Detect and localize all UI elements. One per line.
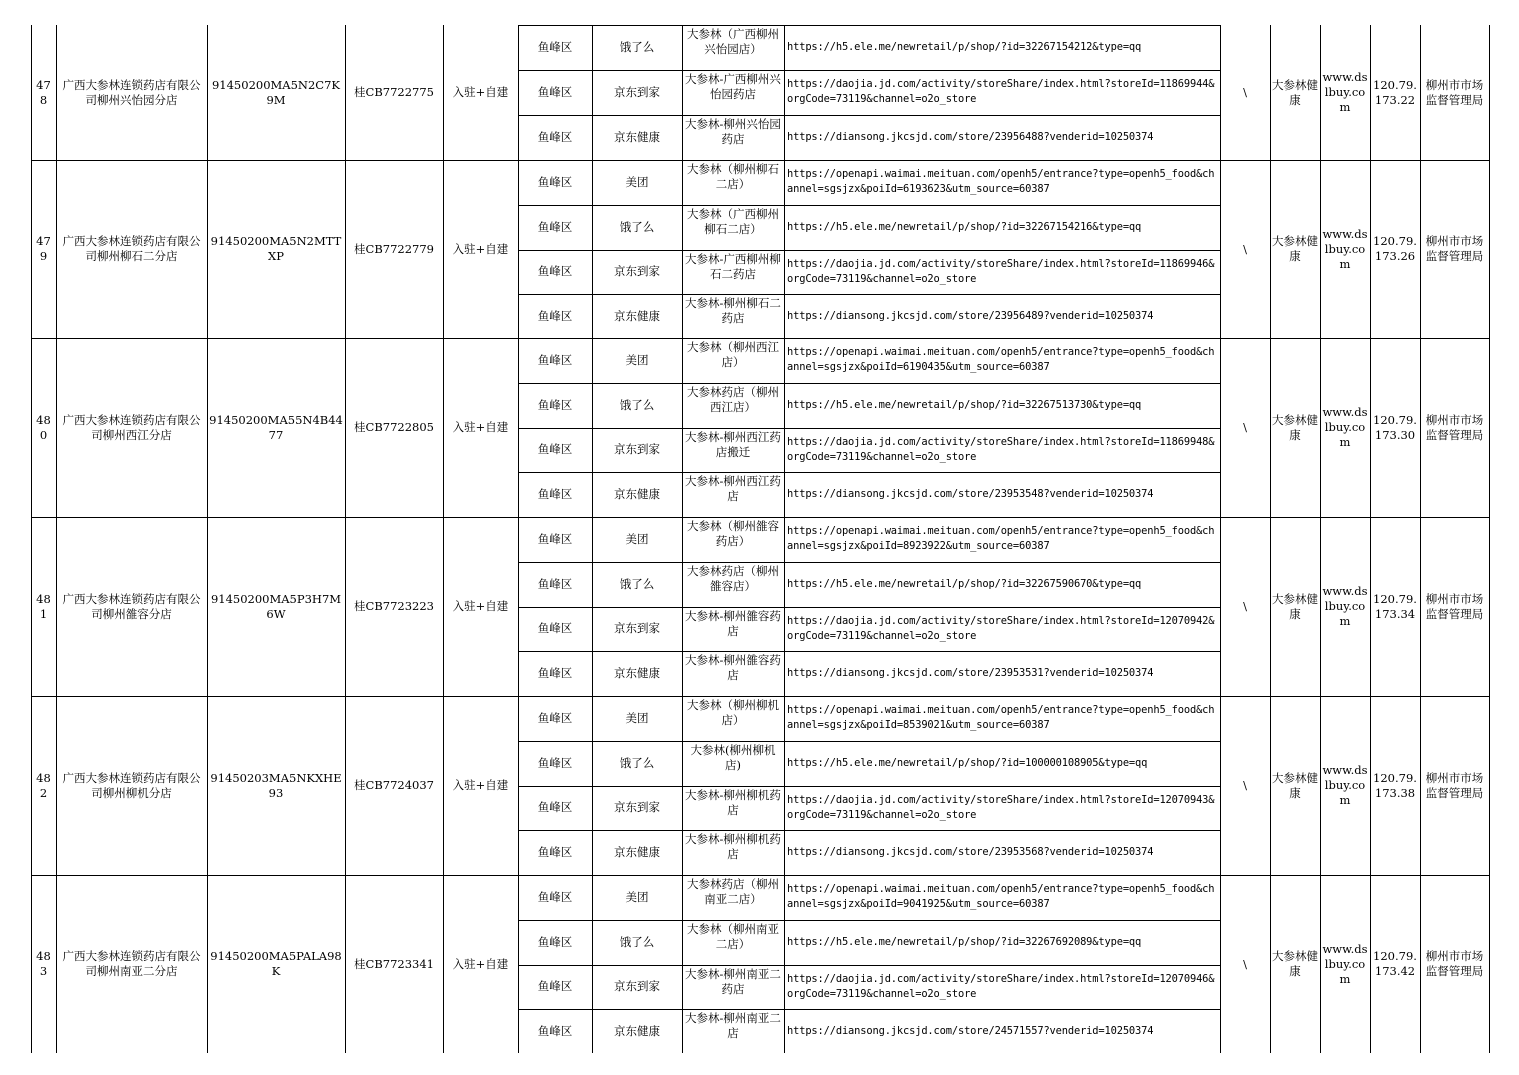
license-number: 桂CB7724037	[354, 778, 434, 792]
platform-name: 美团	[625, 889, 649, 904]
store-url: https://daojia.jd.com/activity/storeShare/index.html?storeId=11869948&orgCode=73119&channel=o2o_store	[787, 435, 1215, 463]
website-domain: www.dslbuy.com	[1322, 405, 1368, 449]
company-name: 广西大参林连锁药店有限公司柳州柳石二分店	[62, 234, 201, 263]
store-name: 大参林-柳州西江药店	[685, 474, 781, 504]
district: 鱼峰区	[537, 800, 573, 815]
ip-address: 120.79.173.26	[1373, 234, 1417, 263]
platform-name: 京东到家	[614, 621, 660, 636]
grid-line	[31, 338, 1490, 339]
grid-line	[56, 25, 57, 1053]
platform-name: 京东健康	[614, 1023, 660, 1038]
grid-line	[518, 383, 1221, 384]
website-domain: www.dslbuy.com	[1322, 763, 1368, 807]
regulatory-authority: 柳州市市场监督管理局	[1425, 770, 1484, 800]
company-name: 广西大参林连锁药店有限公司柳州西江分店	[62, 412, 201, 442]
platform-name: 饿了么	[619, 576, 655, 591]
district: 鱼峰区	[537, 531, 573, 546]
grid-line	[1370, 25, 1371, 1053]
store-name: 大参林（柳州南亚二店）	[687, 921, 779, 951]
brand-name: 大参林健康	[1272, 77, 1318, 107]
store-url: https://openapi.waimai.meituan.com/openh5/entrance?type=openh5_food&channel=sgsjzx&poiId=8923922&utm_source=60387	[787, 525, 1215, 553]
grid-line	[1420, 25, 1421, 1053]
ip-address: 120.79.173.42	[1373, 949, 1417, 978]
row-number: 483	[36, 949, 51, 978]
store-url: https://daojia.jd.com/activity/storeShare/index.html?storeId=12070946&orgCode=73119&channel=o2o_store	[787, 972, 1215, 1000]
operation-mode: 入驻+自建	[452, 956, 509, 971]
credit-code: 91450200MA5N2MTTXP	[210, 234, 342, 263]
store-url: https://diansong.jkcsjd.com/store/24571557?venderid=10250374	[787, 1024, 1154, 1037]
grid-line	[518, 607, 1221, 608]
grid-line	[207, 25, 208, 1053]
district: 鱼峰区	[537, 442, 573, 457]
grid-line	[518, 965, 1221, 966]
grid-line	[1220, 25, 1221, 1053]
store-url: https://h5.ele.me/newretail/p/shop/?id=32267154216&type=qq	[787, 220, 1142, 233]
regulatory-authority: 柳州市市场监督管理局	[1425, 77, 1484, 107]
store-name: 大参林药店（柳州雒容店）	[687, 563, 779, 593]
regulatory-authority: 柳州市市场监督管理局	[1425, 234, 1484, 263]
platform-name: 饿了么	[619, 39, 655, 54]
app-name-placeholder: \	[1243, 85, 1247, 99]
license-number: 桂CB7723341	[354, 956, 434, 971]
app-name-placeholder: \	[1243, 420, 1247, 434]
district: 鱼峰区	[537, 710, 573, 725]
store-url: https://openapi.waimai.meituan.com/openh5/entrance?type=openh5_food&channel=sgsjzx&poiId=8539021&utm_source=60387	[787, 704, 1215, 732]
platform-name: 京东健康	[614, 308, 660, 323]
store-url: https://h5.ele.me/newretail/p/shop/?id=32267513730&type=qq	[787, 398, 1142, 411]
store-url: https://daojia.jd.com/activity/storeShare/index.html?storeId=11869946&orgCode=73119&channel=o2o_store	[787, 257, 1215, 285]
district: 鱼峰区	[537, 934, 573, 949]
store-url: https://openapi.waimai.meituan.com/openh5/entrance?type=openh5_food&channel=sgsjzx&poiId=6193623&utm_source=60387	[787, 168, 1215, 196]
app-name-placeholder: \	[1243, 956, 1247, 971]
operation-mode: 入驻+自建	[452, 599, 509, 613]
store-name: 大参林（柳州西江店）	[687, 340, 779, 369]
grid-line	[31, 517, 1490, 518]
store-name: 大参林-柳州南亚二药店	[685, 966, 781, 996]
grid-line	[31, 25, 32, 1053]
license-number: 桂CB7722805	[354, 420, 434, 434]
grid-line	[682, 25, 683, 1053]
platform-name: 饿了么	[619, 934, 655, 949]
grid-line	[518, 428, 1221, 429]
grid-line	[518, 786, 1221, 787]
store-url: https://daojia.jd.com/activity/storeShare/index.html?storeId=11869944&orgCode=73119&channel=o2o_store	[787, 78, 1215, 106]
platform-name: 美团	[625, 531, 649, 546]
grid-line	[1489, 25, 1490, 1053]
grid-line	[518, 70, 1221, 71]
regulatory-authority: 柳州市市场监督管理局	[1425, 412, 1484, 442]
district: 鱼峰区	[537, 979, 573, 994]
regulatory-authority: 柳州市市场监督管理局	[1425, 949, 1484, 978]
grid-line	[518, 205, 1221, 206]
regulatory-authority: 柳州市市场监督管理局	[1425, 591, 1484, 621]
operation-mode: 入驻+自建	[452, 241, 509, 256]
brand-name: 大参林健康	[1272, 591, 1318, 621]
platform-name: 京东健康	[614, 129, 660, 144]
store-url: https://openapi.waimai.meituan.com/openh5/entrance?type=openh5_food&channel=sgsjzx&poiId=9041925&utm_source=60387	[787, 883, 1215, 911]
district: 鱼峰区	[537, 666, 573, 681]
ip-address: 120.79.173.30	[1373, 412, 1417, 442]
grid-line	[518, 920, 1221, 921]
grid-line	[518, 741, 1221, 742]
grid-line	[784, 25, 785, 1053]
grid-line	[443, 25, 444, 1053]
app-name-placeholder: \	[1243, 241, 1247, 256]
district: 鱼峰区	[537, 219, 573, 234]
license-number: 桂CB7722775	[354, 85, 434, 99]
operation-mode: 入驻+自建	[452, 85, 509, 99]
store-url: https://diansong.jkcsjd.com/store/23956488?venderid=10250374	[787, 130, 1154, 143]
district: 鱼峰区	[537, 308, 573, 323]
grid-line	[518, 115, 1221, 116]
row-number: 482	[36, 770, 51, 800]
store-name: 大参林药店（柳州南亚二店）	[687, 877, 779, 906]
brand-name: 大参林健康	[1272, 949, 1318, 978]
grid-line	[518, 651, 1221, 652]
grid-line	[1270, 25, 1271, 1053]
store-name: 大参林-柳州南亚二店	[685, 1011, 781, 1041]
company-name: 广西大参林连锁药店有限公司柳州兴怡园分店	[62, 77, 201, 107]
row-number: 481	[36, 591, 51, 621]
platform-name: 京东到家	[614, 979, 660, 994]
store-name: 大参林-广西柳州柳石二药店	[685, 251, 781, 281]
platform-name: 饿了么	[619, 755, 655, 770]
store-name: 大参林（柳州柳石二店）	[687, 162, 779, 191]
credit-code: 91450203MA5NKXHE93	[210, 770, 342, 800]
platform-name: 京东健康	[614, 666, 660, 681]
store-url: https://h5.ele.me/newretail/p/shop/?id=100000108905&type=qq	[787, 756, 1148, 769]
store-name: 大参林（广西柳州柳石二店）	[687, 206, 779, 236]
district: 鱼峰区	[537, 755, 573, 770]
store-name: 大参林-广西柳州兴怡园药店	[685, 71, 781, 101]
store-url: https://openapi.waimai.meituan.com/openh5/entrance?type=openh5_food&channel=sgsjzx&poiId=6190435&utm_source=60387	[787, 346, 1215, 374]
platform-name: 美团	[625, 352, 649, 367]
grid-line	[592, 25, 593, 1053]
operation-mode: 入驻+自建	[452, 420, 509, 434]
store-name: 大参林-柳州柳石二药店	[685, 296, 781, 326]
store-name: 大参林-柳州雒容药店	[685, 608, 781, 638]
store-url: https://diansong.jkcsjd.com/store/23953548?venderid=10250374	[787, 488, 1154, 501]
district: 鱼峰区	[537, 129, 573, 144]
platform-name: 美团	[625, 174, 649, 189]
grid-line	[518, 472, 1221, 473]
grid-line	[518, 1009, 1221, 1010]
brand-name: 大参林健康	[1272, 412, 1318, 442]
store-name: 大参林-柳州雒容药店	[685, 653, 781, 683]
store-name: 大参林（广西柳州兴怡园店）	[687, 27, 779, 56]
app-name-placeholder: \	[1243, 778, 1247, 792]
row-number: 480	[36, 412, 51, 442]
district: 鱼峰区	[537, 576, 573, 591]
store-name: 大参林(柳州柳机店)	[690, 742, 776, 772]
store-name: 大参林-柳州柳机药店	[685, 832, 781, 862]
store-url: https://diansong.jkcsjd.com/store/23953531?venderid=10250374	[787, 667, 1154, 680]
store-url: https://h5.ele.me/newretail/p/shop/?id=32267154212&type=qq	[787, 40, 1142, 53]
website-domain: www.dslbuy.com	[1322, 70, 1368, 114]
company-name: 广西大参林连锁药店有限公司柳州南亚二分店	[62, 949, 201, 978]
grid-line	[518, 830, 1221, 831]
platform-name: 美团	[625, 710, 649, 725]
row-number: 479	[36, 234, 51, 263]
district: 鱼峰区	[537, 264, 573, 279]
district: 鱼峰区	[537, 84, 573, 99]
operation-mode: 入驻+自建	[452, 778, 509, 792]
website-domain: www.dslbuy.com	[1322, 226, 1368, 271]
store-name: 大参林药店（柳州西江店）	[687, 384, 779, 414]
company-name: 广西大参林连锁药店有限公司柳州雒容分店	[62, 591, 201, 621]
store-url: https://daojia.jd.com/activity/storeShare/index.html?storeId=12070942&orgCode=73119&channel=o2o_store	[787, 614, 1215, 642]
platform-name: 京东健康	[614, 487, 660, 502]
license-number: 桂CB7723223	[354, 599, 434, 613]
store-url: https://daojia.jd.com/activity/storeShare/index.html?storeId=12070943&orgCode=73119&channel=o2o_store	[787, 793, 1215, 821]
company-name: 广西大参林连锁药店有限公司柳州柳机分店	[62, 770, 201, 800]
district: 鱼峰区	[537, 39, 573, 54]
store-url: https://diansong.jkcsjd.com/store/23956489?venderid=10250374	[787, 309, 1154, 322]
app-name-placeholder: \	[1243, 599, 1247, 613]
district: 鱼峰区	[537, 352, 573, 367]
store-name: 大参林（柳州柳机店）	[687, 698, 779, 727]
grid-line	[518, 294, 1221, 295]
grid-line	[31, 160, 1490, 161]
store-url: https://h5.ele.me/newretail/p/shop/?id=32267590670&type=qq	[787, 577, 1142, 590]
grid-line	[518, 250, 1221, 251]
store-name: 大参林（柳州雒容药店）	[687, 519, 779, 548]
platform-name: 饿了么	[619, 219, 655, 234]
license-number: 桂CB7722779	[354, 241, 434, 256]
brand-name: 大参林健康	[1272, 770, 1318, 800]
platform-name: 京东健康	[614, 845, 660, 860]
ip-address: 120.79.173.34	[1373, 591, 1417, 621]
grid-line	[31, 875, 1490, 876]
store-name: 大参林-柳州西江药店搬迁	[685, 429, 781, 459]
platform-name: 京东到家	[614, 264, 660, 279]
credit-code: 91450200MA5N2C7K9M	[211, 77, 341, 107]
grid-line	[1320, 25, 1321, 1053]
grid-line	[345, 25, 346, 1053]
grid-line	[31, 696, 1490, 697]
platform-name: 饿了么	[619, 397, 655, 412]
credit-code: 91450200MA55N4B4477	[209, 412, 343, 442]
website-domain: www.dslbuy.com	[1322, 584, 1368, 628]
district: 鱼峰区	[537, 174, 573, 189]
store-url: https://diansong.jkcsjd.com/store/23953568?venderid=10250374	[787, 846, 1154, 859]
platform-name: 京东到家	[614, 800, 660, 815]
platform-name: 京东到家	[614, 442, 660, 457]
row-number: 478	[36, 77, 51, 107]
district: 鱼峰区	[537, 1023, 573, 1038]
district: 鱼峰区	[537, 889, 573, 904]
store-url: https://h5.ele.me/newretail/p/shop/?id=32267692089&type=qq	[787, 935, 1142, 948]
ip-address: 120.79.173.38	[1373, 770, 1417, 800]
credit-code: 91450200MA5PALA98K	[210, 949, 342, 978]
grid-line	[518, 25, 1221, 26]
ip-address: 120.79.173.22	[1373, 77, 1417, 107]
credit-code: 91450200MA5P3H7M6W	[210, 591, 342, 621]
district: 鱼峰区	[537, 621, 573, 636]
grid-line	[518, 25, 519, 1053]
district: 鱼峰区	[537, 487, 573, 502]
district: 鱼峰区	[537, 397, 573, 412]
district: 鱼峰区	[537, 845, 573, 860]
website-domain: www.dslbuy.com	[1322, 941, 1368, 986]
brand-name: 大参林健康	[1272, 234, 1318, 263]
store-name: 大参林-柳州柳机药店	[685, 787, 781, 817]
store-name: 大参林-柳州兴怡园药店	[685, 116, 781, 146]
platform-name: 京东到家	[614, 84, 660, 99]
grid-line	[518, 562, 1221, 563]
